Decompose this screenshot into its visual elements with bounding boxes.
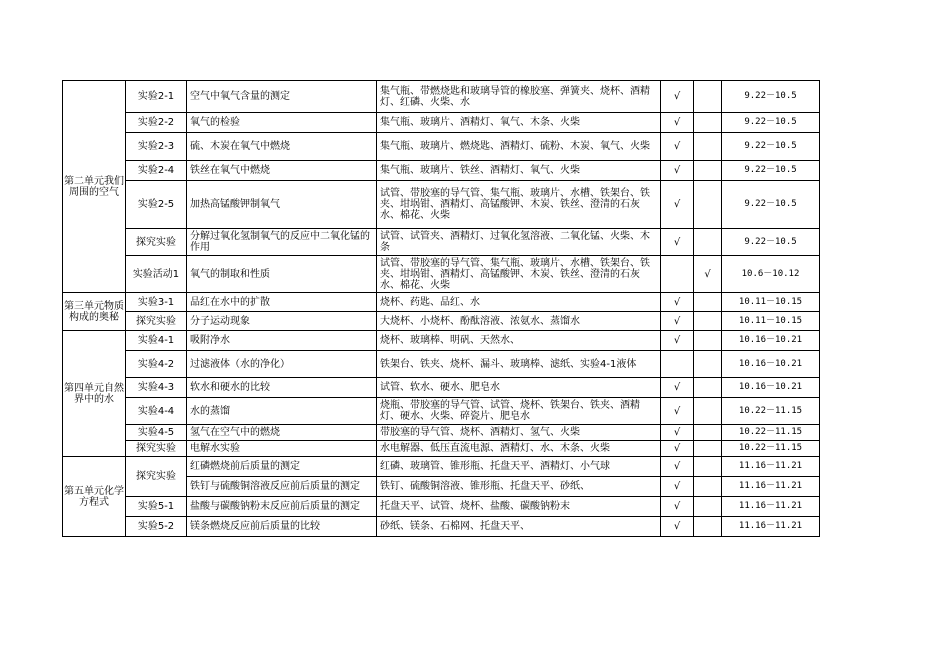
table-row bbox=[63, 517, 820, 537]
check-cell-2 bbox=[694, 457, 722, 477]
table-row bbox=[63, 256, 820, 293]
date-range-cell: 9.22－10.5 bbox=[722, 181, 820, 229]
table-row bbox=[63, 113, 820, 133]
experiment-name-cell: 氧气的检验 bbox=[187, 113, 377, 133]
experiment-schedule-table bbox=[62, 80, 820, 537]
materials-cell: 试管、带胶塞的导气管、集气瓶、玻璃片、水槽、铁架台、铁夹、坩埚钳、酒精灯、高锰酸钾、木炭、铁丝、澄清的石灰水、棉花、火柴 bbox=[377, 256, 661, 293]
check-cell-2 bbox=[694, 113, 722, 133]
check-cell-2 bbox=[694, 398, 722, 425]
check-cell-1: √ bbox=[661, 378, 694, 398]
materials-cell: 托盘天平、试管、烧杯、盐酸、碳酸钠粉末 bbox=[377, 497, 661, 517]
check-cell-1: √ bbox=[661, 312, 694, 331]
materials-cell: 烧杯、药匙、品红、水 bbox=[377, 293, 661, 312]
experiment-number-cell: 探究实验 bbox=[126, 457, 187, 497]
table-row bbox=[63, 398, 820, 425]
experiment-number-cell: 实验5-1 bbox=[126, 497, 187, 517]
experiment-number-cell: 实验4-1 bbox=[126, 331, 187, 351]
experiment-name-cell: 电解水实验 bbox=[187, 441, 377, 457]
materials-cell: 铁架台、铁夹、烧杯、漏斗、玻璃棒、滤纸、实验4-1液体 bbox=[377, 351, 661, 378]
experiment-number-cell: 实验4-5 bbox=[126, 425, 187, 441]
experiment-name-cell: 氢气在空气中的燃烧 bbox=[187, 425, 377, 441]
experiment-number-cell: 探究实验 bbox=[126, 312, 187, 331]
experiment-number-cell: 实验2-1 bbox=[126, 81, 187, 113]
materials-cell: 烧杯、玻璃棒、明矾、天然水、 bbox=[377, 331, 661, 351]
check-cell-1: √ bbox=[661, 477, 694, 497]
experiment-number-cell: 探究实验 bbox=[126, 229, 187, 256]
check-cell-1: √ bbox=[661, 331, 694, 351]
experiment-name-cell: 软水和硬水的比较 bbox=[187, 378, 377, 398]
check-cell-1: √ bbox=[661, 161, 694, 181]
check-cell-1: √ bbox=[661, 133, 694, 161]
experiment-name-cell: 过滤液体（水的净化） bbox=[187, 351, 377, 378]
date-range-cell: 11.16－11.21 bbox=[722, 497, 820, 517]
date-range-cell: 9.22－10.5 bbox=[722, 161, 820, 181]
unit-name-cell: 第四单元自然界中的水 bbox=[63, 331, 126, 457]
experiment-name-cell: 水的蒸馏 bbox=[187, 398, 377, 425]
check-cell-1: √ bbox=[661, 113, 694, 133]
table-row bbox=[63, 161, 820, 181]
check-cell-2 bbox=[694, 378, 722, 398]
experiment-number-cell: 实验4-2 bbox=[126, 351, 187, 378]
table-row bbox=[63, 293, 820, 312]
materials-cell: 烧瓶、带胶塞的导气管、试管、烧杯、铁架台、铁夹、酒精灯、硬水、火柴、碎瓷片、肥皂水 bbox=[377, 398, 661, 425]
check-cell-2 bbox=[694, 181, 722, 229]
materials-cell: 红磷、玻璃管、锥形瓶、托盘天平、酒精灯、小气球 bbox=[377, 457, 661, 477]
check-cell-2 bbox=[694, 161, 722, 181]
experiment-name-cell: 吸附净水 bbox=[187, 331, 377, 351]
experiment-number-cell: 实验3-1 bbox=[126, 293, 187, 312]
materials-cell: 试管、软水、硬水、肥皂水 bbox=[377, 378, 661, 398]
experiment-name-cell: 加热高锰酸钾制氧气 bbox=[187, 181, 377, 229]
date-range-cell: 10.11－10.15 bbox=[722, 312, 820, 331]
experiment-name-cell: 镁条燃烧反应前后质量的比较 bbox=[187, 517, 377, 537]
experiment-name-cell: 红磷燃烧前后质量的测定 bbox=[187, 457, 377, 477]
materials-cell: 砂纸、镁条、石棉网、托盘天平、 bbox=[377, 517, 661, 537]
date-range-cell: 10.16－10.21 bbox=[722, 351, 820, 378]
date-range-cell: 11.16－11.21 bbox=[722, 457, 820, 477]
experiment-number-cell: 实验活动1 bbox=[126, 256, 187, 293]
date-range-cell: 11.16－11.21 bbox=[722, 477, 820, 497]
materials-cell: 集气瓶、带燃烧匙和玻璃导管的橡胶塞、弹簧夹、烧杯、酒精灯、红磷、火柴、水 bbox=[377, 81, 661, 113]
experiment-name-cell: 铁钉与硫酸铜溶液反应前后质量的测定 bbox=[187, 477, 377, 497]
table-row bbox=[63, 312, 820, 331]
unit-name-cell: 第五单元化学方程式 bbox=[63, 457, 126, 537]
table-row bbox=[63, 457, 820, 477]
check-cell-2 bbox=[694, 497, 722, 517]
check-cell-2 bbox=[694, 293, 722, 312]
check-cell-2 bbox=[694, 133, 722, 161]
table-row bbox=[63, 378, 820, 398]
check-cell-1: √ bbox=[661, 229, 694, 256]
check-cell-2 bbox=[694, 331, 722, 351]
experiment-name-cell: 氧气的制取和性质 bbox=[187, 256, 377, 293]
experiment-number-cell: 实验4-3 bbox=[126, 378, 187, 398]
table-row bbox=[63, 425, 820, 441]
table-row bbox=[63, 331, 820, 351]
check-cell-1: √ bbox=[661, 81, 694, 113]
materials-cell: 试管、试管夹、酒精灯、过氧化氢溶液、二氧化锰、火柴、木条 bbox=[377, 229, 661, 256]
unit-name-cell: 第三单元物质构成的奥秘 bbox=[63, 293, 126, 331]
date-range-cell: 11.16－11.21 bbox=[722, 517, 820, 537]
materials-cell: 铁钉、硫酸铜溶液、锥形瓶、托盘天平、砂纸、 bbox=[377, 477, 661, 497]
experiment-number-cell: 实验2-4 bbox=[126, 161, 187, 181]
date-range-cell: 10.22－11.15 bbox=[722, 441, 820, 457]
table-row bbox=[63, 229, 820, 256]
materials-cell: 带胶塞的导气管、烧杯、酒精灯、氢气、火柴 bbox=[377, 425, 661, 441]
table-row bbox=[63, 133, 820, 161]
check-cell-2 bbox=[694, 229, 722, 256]
check-cell-2 bbox=[694, 517, 722, 537]
experiment-name-cell: 品红在水中的扩散 bbox=[187, 293, 377, 312]
check-cell-1: √ bbox=[661, 517, 694, 537]
check-cell-2 bbox=[694, 425, 722, 441]
date-range-cell: 9.22－10.5 bbox=[722, 81, 820, 113]
check-cell-1: √ bbox=[661, 441, 694, 457]
materials-cell: 试管、带胶塞的导气管、集气瓶、玻璃片、水槽、铁架台、铁夹、坩埚钳、酒精灯、高锰酸钾、木炭、铁丝、澄清的石灰水、棉花、火柴 bbox=[377, 181, 661, 229]
check-cell-2 bbox=[694, 441, 722, 457]
date-range-cell: 9.22－10.5 bbox=[722, 113, 820, 133]
experiment-number-cell: 实验2-3 bbox=[126, 133, 187, 161]
check-cell-1 bbox=[661, 256, 694, 293]
check-cell-1: √ bbox=[661, 293, 694, 312]
check-cell-2: √ bbox=[694, 256, 722, 293]
unit-name-cell: 第二单元我们周围的空气 bbox=[63, 81, 126, 293]
experiment-name-cell: 分子运动现象 bbox=[187, 312, 377, 331]
table-row bbox=[63, 497, 820, 517]
experiment-number-cell: 实验2-5 bbox=[126, 181, 187, 229]
check-cell-2 bbox=[694, 477, 722, 497]
date-range-cell: 10.22－11.15 bbox=[722, 398, 820, 425]
table-row bbox=[63, 441, 820, 457]
check-cell-1: √ bbox=[661, 497, 694, 517]
table-row bbox=[63, 181, 820, 229]
date-range-cell: 10.11－10.15 bbox=[722, 293, 820, 312]
check-cell-1: √ bbox=[661, 398, 694, 425]
check-cell-1: √ bbox=[661, 425, 694, 441]
experiment-name-cell: 分解过氧化氢制氧气的反应中二氧化锰的作用 bbox=[187, 229, 377, 256]
experiment-name-cell: 硫、木炭在氧气中燃烧 bbox=[187, 133, 377, 161]
date-range-cell: 10.22－11.15 bbox=[722, 425, 820, 441]
materials-cell: 集气瓶、玻璃片、燃烧匙、酒精灯、硫粉、木炭、氧气、火柴 bbox=[377, 133, 661, 161]
experiment-number-cell: 实验2-2 bbox=[126, 113, 187, 133]
materials-cell: 集气瓶、玻璃片、酒精灯、氧气、木条、火柴 bbox=[377, 113, 661, 133]
experiment-name-cell: 空气中氧气含量的测定 bbox=[187, 81, 377, 113]
experiment-number-cell: 实验4-4 bbox=[126, 398, 187, 425]
materials-cell: 集气瓶、玻璃片、铁丝、酒精灯、氧气、火柴 bbox=[377, 161, 661, 181]
date-range-cell: 9.22－10.5 bbox=[722, 229, 820, 256]
date-range-cell: 10.16－10.21 bbox=[722, 331, 820, 351]
check-cell-2 bbox=[694, 81, 722, 113]
check-cell-1: √ bbox=[661, 181, 694, 229]
check-cell-2 bbox=[694, 351, 722, 378]
materials-cell: 水电解器、低压直流电源、酒精灯、水、木条、火柴 bbox=[377, 441, 661, 457]
experiment-number-cell: 探究实验 bbox=[126, 441, 187, 457]
table-row bbox=[63, 351, 820, 378]
date-range-cell: 10.16－10.21 bbox=[722, 378, 820, 398]
check-cell-1 bbox=[661, 351, 694, 378]
date-range-cell: 10.6－10.12 bbox=[722, 256, 820, 293]
experiment-name-cell: 盐酸与碳酸钠粉末反应前后质量的测定 bbox=[187, 497, 377, 517]
date-range-cell: 9.22－10.5 bbox=[722, 133, 820, 161]
experiment-number-cell: 实验5-2 bbox=[126, 517, 187, 537]
check-cell-1: √ bbox=[661, 457, 694, 477]
check-cell-2 bbox=[694, 312, 722, 331]
materials-cell: 大烧杯、小烧杯、酚酞溶液、浓氨水、蒸馏水 bbox=[377, 312, 661, 331]
experiment-name-cell: 铁丝在氧气中燃烧 bbox=[187, 161, 377, 181]
table-row bbox=[63, 81, 820, 113]
